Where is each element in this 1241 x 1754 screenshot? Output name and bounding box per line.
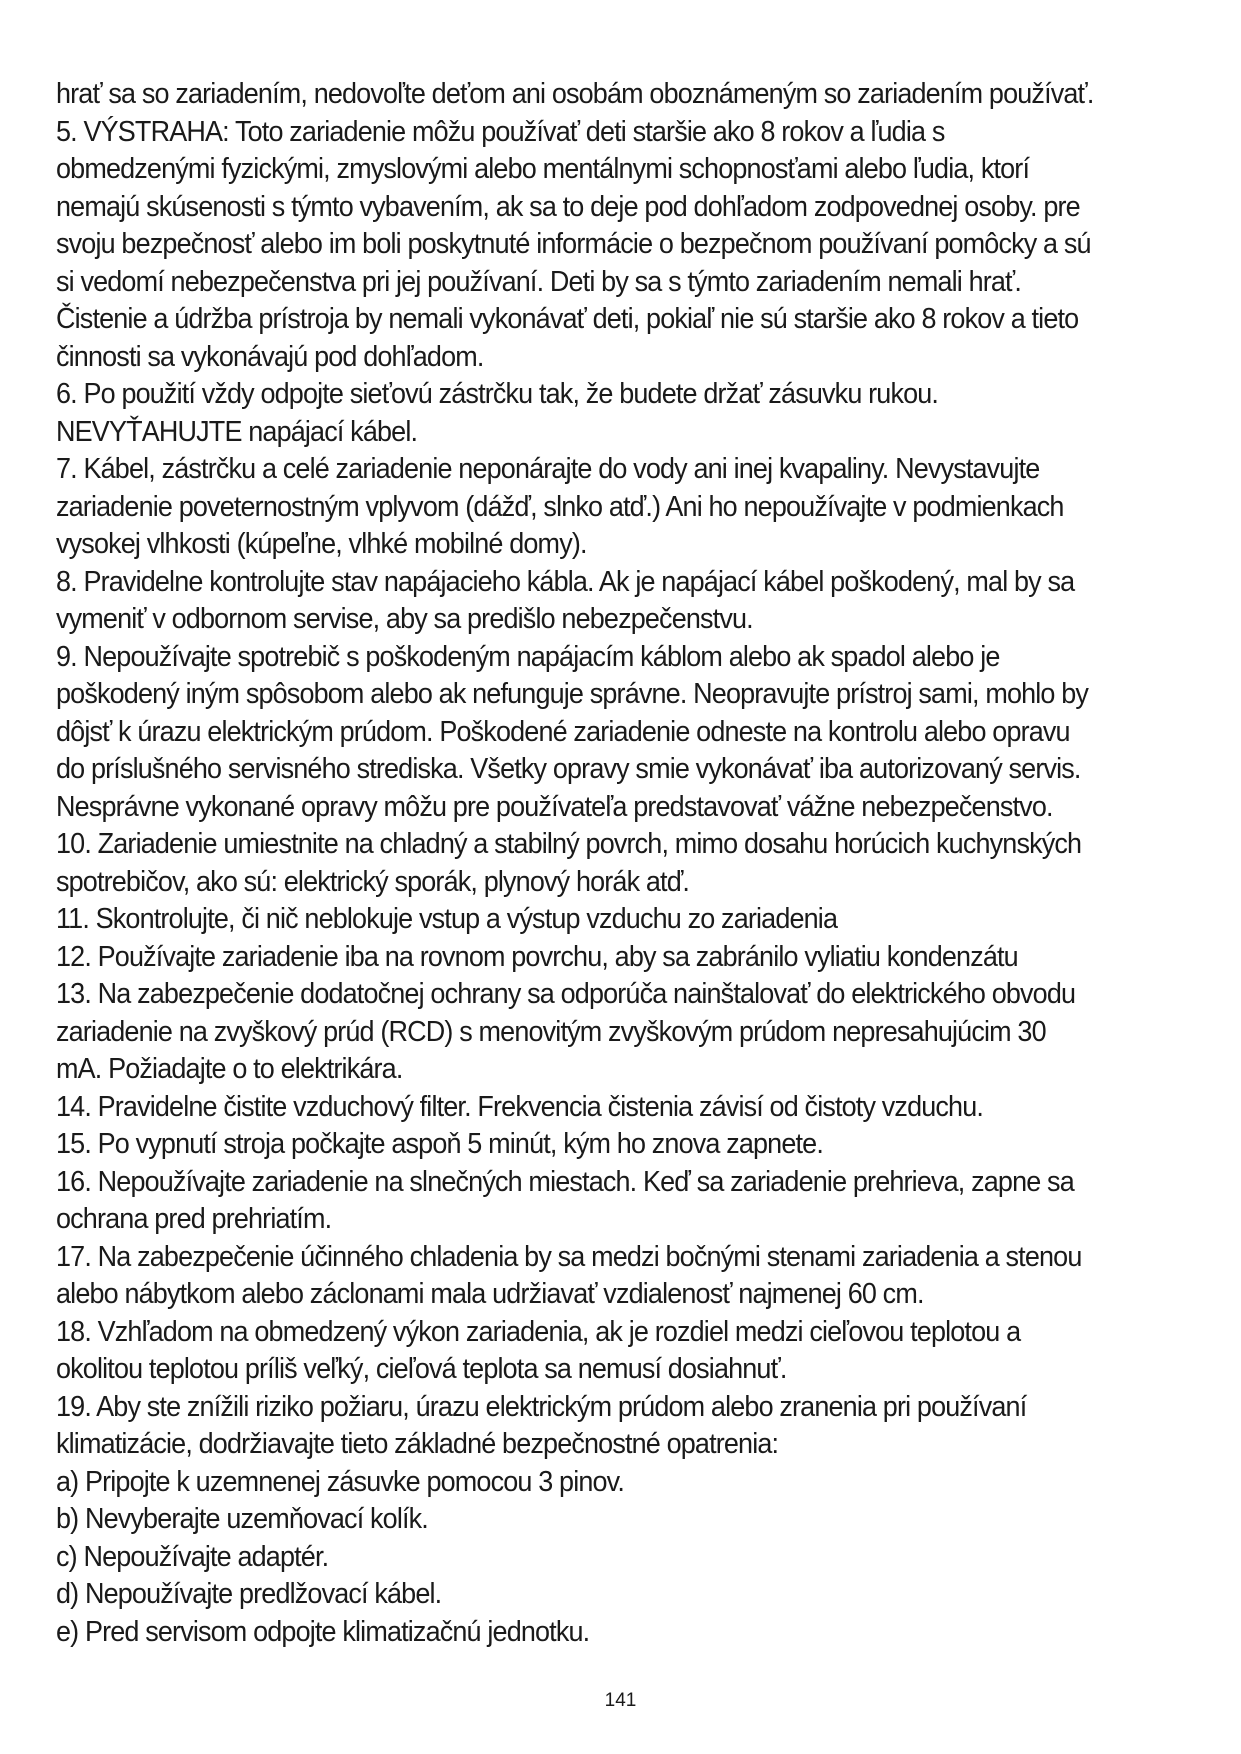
page-number: 141 xyxy=(604,1690,637,1711)
paragraph-item-16: 16. Nepoužívajte zariadenie na slnečných miestach. Keď sa zariadenie prehrieva, zapne sa ochrana pred prehriatím. xyxy=(56,1165,1074,1235)
sub-item-c: c) Nepoužívajte adaptér. xyxy=(56,1540,329,1573)
paragraph-item-9: 9. Nepoužívajte spotrebič s poškodeným napájacím káblom alebo ak spadol alebo je poškodený iným spôsobom alebo ak nefunguje správne. Neopravujte prístroj sami, mohlo by dôjsť k úrazu elektrickým prúdom. Poškodené zariadenie odneste na kontrolu alebo opravu do príslušného servisného strediska. Všetky opravy smie vykonávať iba autorizovaný servis. Nesprávne vykonané opravy môžu pre používateľa predstavovať vážne nebezpečenstvo. xyxy=(56,640,1089,823)
paragraph-item-6: 6. Po použití vždy odpojte sieťovú zástrčku tak, že budete držať zásuvku rukou. NEVYŤAHUJTE napájací kábel. xyxy=(56,378,939,448)
paragraph-item-17: 17. Na zabezpečenie účinného chladenia by sa medzi bočnými stenami zariadenia a stenou alebo nábytkom alebo záclonami mala udržiavať vzdialenosť najmenej 60 cm. xyxy=(56,1240,1082,1310)
paragraph-item-5: 5. VÝSTRAHA: Toto zariadenie môžu používať deti staršie ako 8 rokov a ľudia s obmedzenými fyzickými, zmyslovými alebo mentálnymi schopnosťami alebo ľudia, ktorí nemajú skúsenosti s týmto vybavením, ak sa to deje pod dohľadom zodpovednej osoby. pre svoju bezpečnosť alebo im boli poskytnuté informácie o bezpečnom používaní pomôcky a sú si vedomí nebezpečenstva pri jej používaní. Deti by sa s týmto zariadením nemali hrať. Čistenie a údržba prístroja by nemali vykonávať deti, pokiaľ nie sú staršie ako 8 rokov a tieto činnosti sa vykonávajú pod dohľadom. xyxy=(56,115,1091,373)
paragraph-item-7: 7. Kábel, zástrčku a celé zariadenie neponárajte do vody ani inej kvapaliny. Nevystavujte zariadenie poveternostným vplyvom (dážď, slnko atď.) Ani ho nepoužívajte v podmienkach vysokej vlhkosti (kúpeľne, vlhké mobilné domy). xyxy=(56,453,1064,560)
paragraph-item-8: 8. Pravidelne kontrolujte stav napájacieho kábla. Ak je napájací kábel poškodený, mal by sa vymeniť v odbornom servise, aby sa predišlo nebezpečenstvu. xyxy=(56,565,1075,635)
paragraph-item-13: 13. Na zabezpečenie dodatočnej ochrany sa odporúča nainštalovať do elektrického obvodu zariadenie na zvyškový prúd (RCD) s menovitým zvyškovým prúdom nepresahujúcim 30 mA. Požiadajte o to elektrikára. xyxy=(56,978,1076,1085)
document-body xyxy=(56,76,1107,1651)
paragraph-item-14: 14. Pravidelne čistite vzduchový filter. Frekvencia čistenia závisí od čistoty vzduchu. xyxy=(56,1090,984,1123)
paragraph-continuation: hrať sa so zariadením, nedovoľte deťom ani osobám oboznámeným so zariadením používať. xyxy=(56,78,1094,110)
paragraph-item-11: 11. Skontrolujte, či nič neblokuje vstup a výstup vzduchu zo zariadenia xyxy=(56,903,838,935)
paragraph-item-15: 15. Po vypnutí stroja počkajte aspoň 5 minút, kým ho znova zapnete. xyxy=(56,1128,823,1160)
paragraph-item-12: 12. Používajte zariadenie iba na rovnom povrchu, aby sa zabránilo vyliatiu kondenzátu xyxy=(56,940,1018,973)
paragraph-item-18: 18. Vzhľadom na obmedzený výkon zariadenia, ak je rozdiel medzi cieľovou teplotou a okolitou teplotou príliš veľký, cieľová teplota sa nemusí dosiahnuť. xyxy=(56,1315,1021,1385)
paragraph-item-19: 19. Aby ste znížili riziko požiaru, úrazu elektrickým prúdom alebo zranenia pri používaní klimatizácie, dodržiavajte tieto základné bezpečnostné opatrenia: xyxy=(56,1390,1027,1460)
sub-item-d: d) Nepoužívajte predlžovací kábel. xyxy=(56,1578,442,1610)
paragraph-item-10: 10. Zariadenie umiestnite na chladný a stabilný povrch, mimo dosahu horúcich kuchynských spotrebičov, ako sú: elektrický sporák, plynový horák atď. xyxy=(56,828,1082,898)
sub-item-b: b) Nevyberajte uzemňovací kolík. xyxy=(56,1503,428,1535)
sub-item-a: a) Pripojte k uzemnenej zásuvke pomocou 3 pinov. xyxy=(56,1465,624,1498)
sub-item-e: e) Pred servisom odpojte klimatizačnú jednotku. xyxy=(56,1615,590,1648)
